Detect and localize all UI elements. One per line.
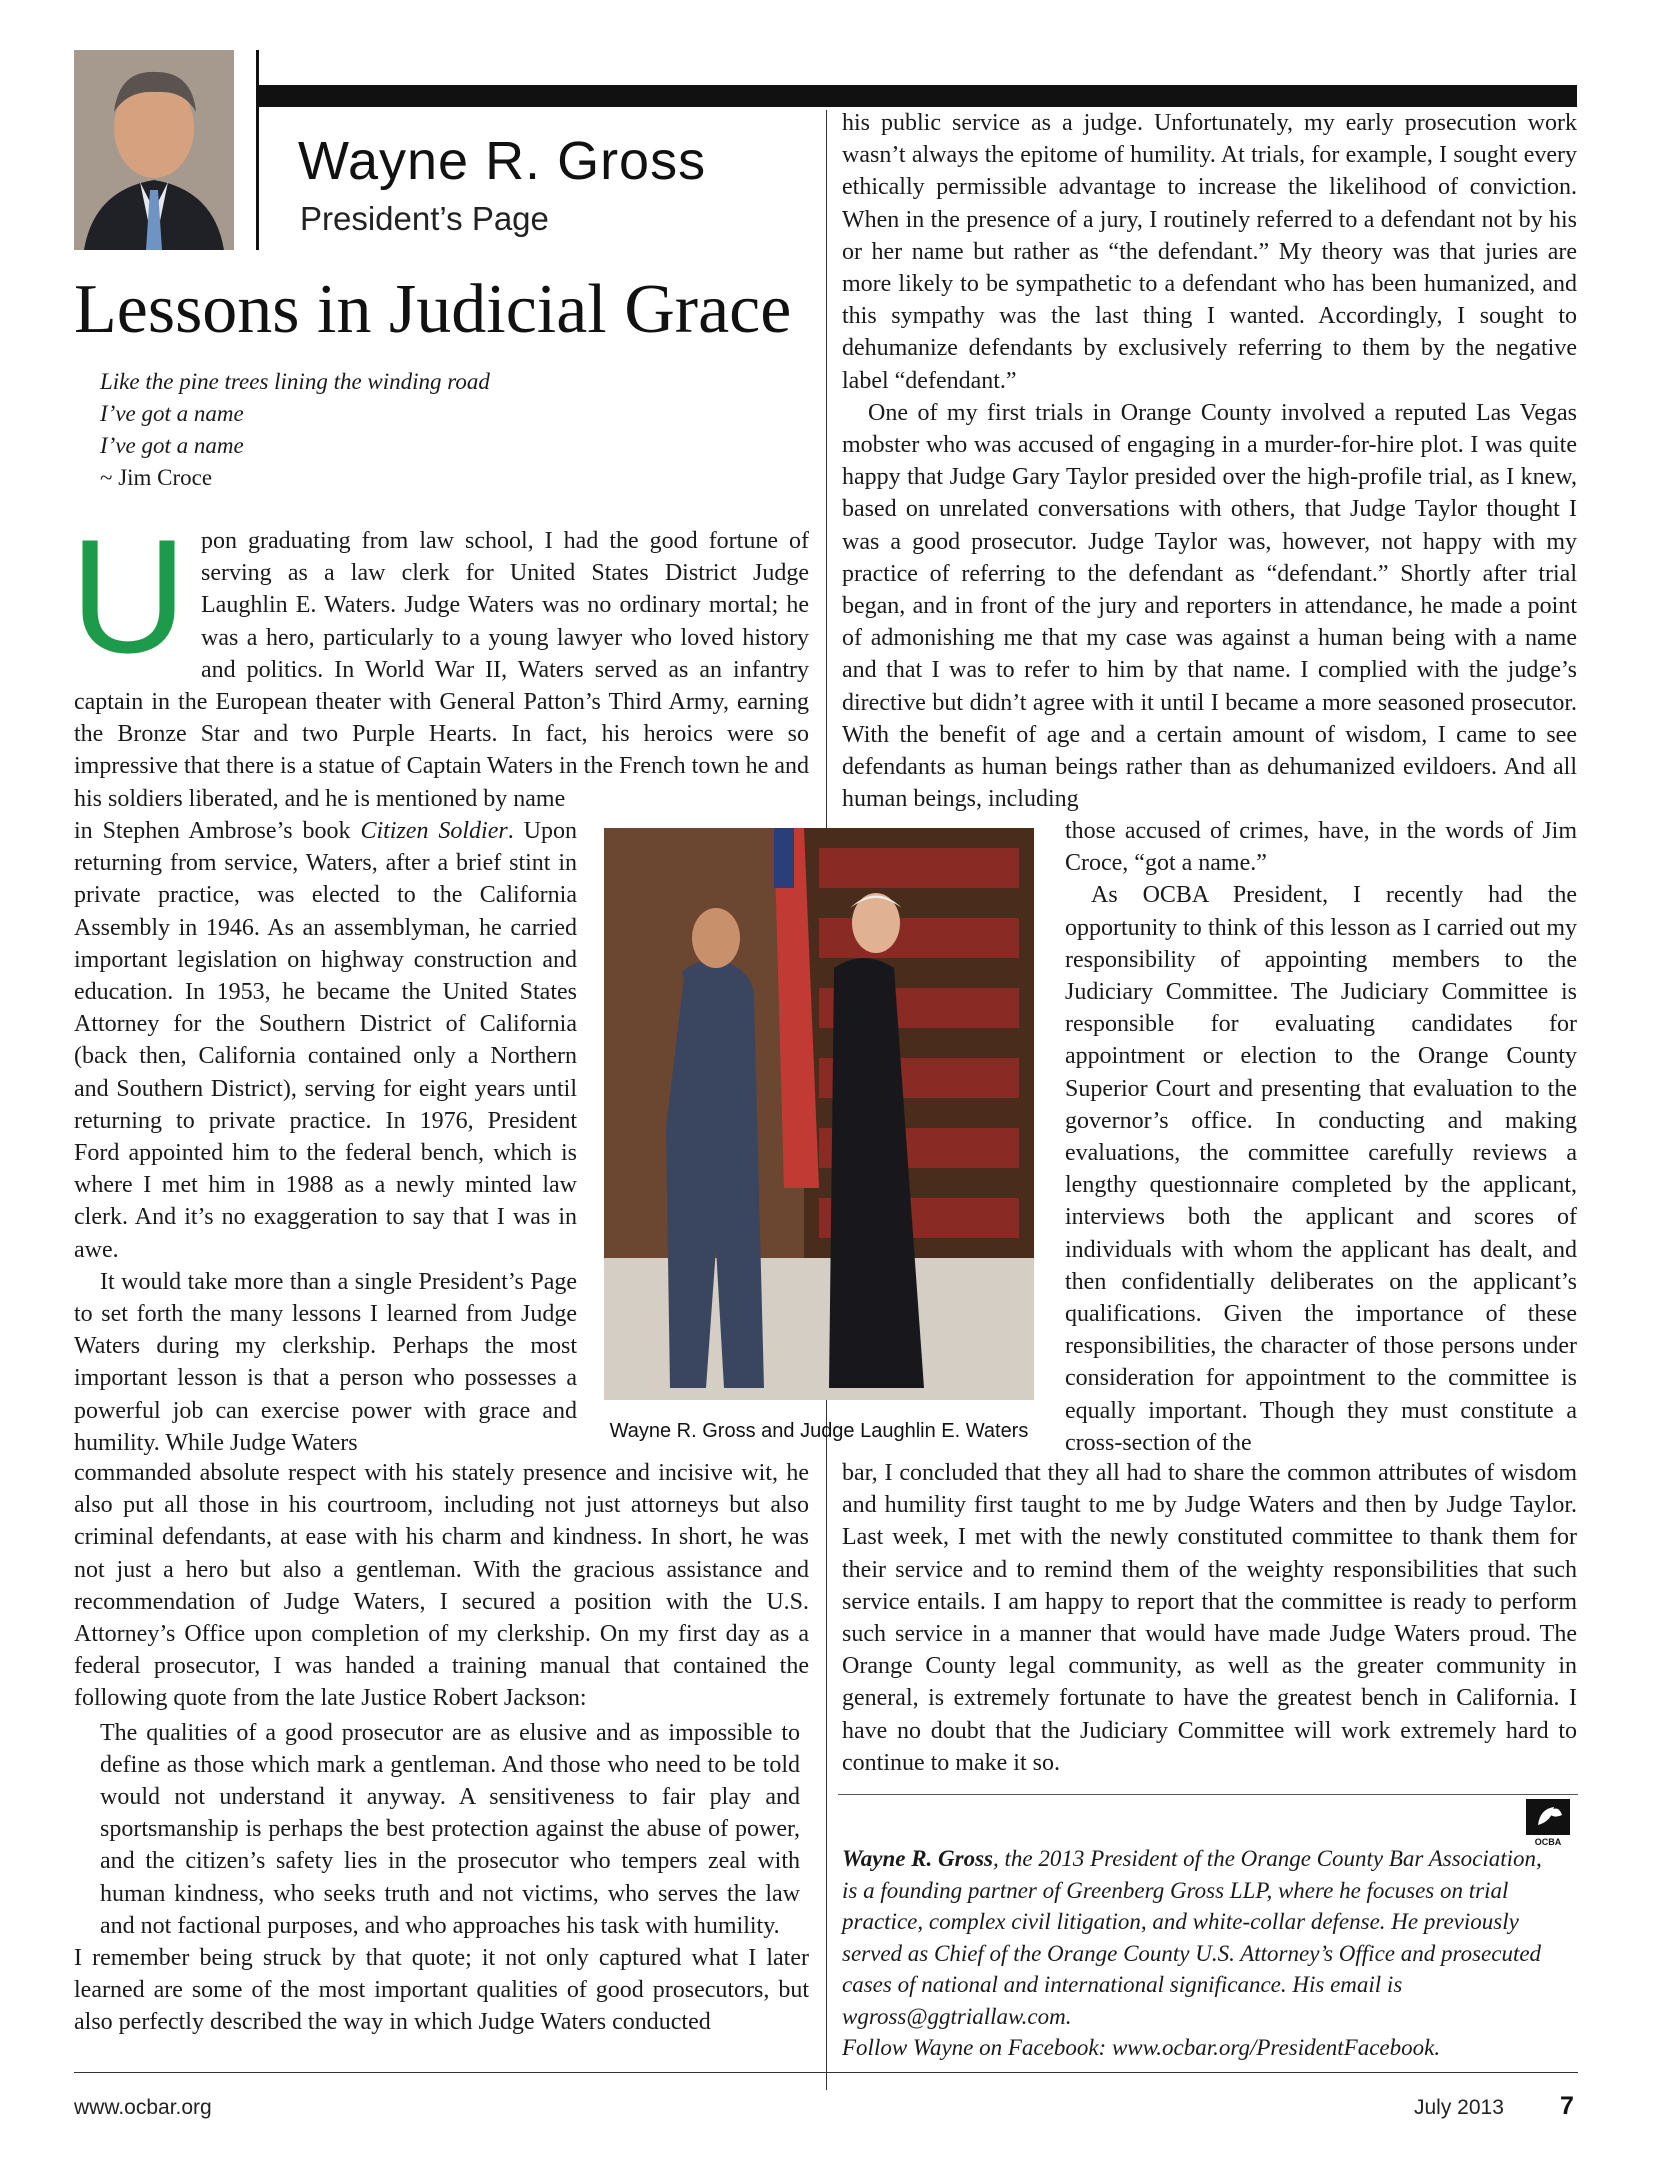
ocba-logo <box>1522 1795 1574 1847</box>
epigraph-line: I’ve got a name <box>100 433 244 458</box>
paragraph: One of my first trials in Orange County involved a reputed Las Vegas mobster who was accused of engaging in a murder-for-hire plot. I was quite happy that Judge Gary Taylor presided over the high-profile trial, as I knew, based on unrelated conversations with others, that Judge Taylor thought I was a good prosecutor. Judge Taylor was, however, not happy with my practice of referring to the defendant as “defendant.” Shortly after trial began, and in front of the jury and reporters in attendance, he made a point of admonishing me that my case was against a human being with a name and that I was to refer to him by that name. I complied with the judge’s directive but didn’t agree with it until I became a more seasoned prosecutor. With the benefit of age and a certain amount of wisdom, I came to see defendants as human beings rather than as dehumanized evildoers. And all human beings, including <box>842 399 1577 813</box>
bio-divider <box>838 1794 1578 1795</box>
paragraph: his public service as a judge. Unfortunately, my early prosecution work wasn’t always the epitome of humility. At trials, for example, I sought every ethically permissible advantage to increase the likelihood of conviction. When in the presence of a jury, I routinely referred to a defendant not by his or her name but rather as “the defendant.” My theory was that juries are more likely to be sympathetic to a defendant who has been humanized, and this sympathy was the last thing I wanted. Accordingly, I sought to dehumanize defendants by exclusively referring to them by the negative label “defendant.” <box>842 110 1577 394</box>
footer-issue: July 2013 <box>1414 2096 1504 2119</box>
author-headshot <box>74 50 234 250</box>
paragraph: It would take more than a single President’s Page to set forth the many lessons I learned from Judge Waters during my clerkship. Perhaps the most important lesson is that a person who possesses a powerful job can exercise power with grace and humility. While Judge Waters <box>74 1268 577 1456</box>
bio-name: Wayne R. Gross <box>842 1846 994 1871</box>
article-photo <box>604 828 1034 1400</box>
epigraph-attribution: ~ Jim Croce <box>100 465 213 490</box>
footer-url: www.ocbar.org <box>74 2096 212 2119</box>
ocba-logo-text: OCBA <box>1534 1837 1562 1847</box>
drop-cap: U <box>70 506 187 687</box>
section-name: President’s Page <box>300 200 549 237</box>
paragraph: pon graduating from law school, I had the good fortune of serving as a law clerk for United States District Judge Laughlin E. Waters. Judge Waters was no ordinary mortal; he was a hero, particularly to a young lawyer who loved history and politics. In World War II, Waters served as an infantry captain in the European theater with General Patton’s Third Army, earning the Bronze Star and two Purple Hearts. In fact, his heroics were so impressive that there is a statue of Captain Waters in the French town he and his soldiers liberated, and he is mentioned by name <box>74 528 809 812</box>
paragraph: commanded absolute respect with his stately presence and incisive wit, he also put all those in his courtroom, including not just attorneys but also criminal defendants, at ease with his charm and kindness. In short, he was not just a hero but also a gentleman. With the gracious assistance and recommendation of Judge Waters, I secured a position with the U.S. Attorney’s Office upon completion of my clerkship. On my first day as a federal prosecutor, I was handed a training manual that contained the following quote from the late Justice Robert Jackson: <box>74 1460 809 1712</box>
left-column-intro <box>70 506 809 815</box>
book-title: Citizen Soldier <box>360 818 508 844</box>
paragraph: I remember being struck by that quote; it not only captured what I later learned are some of the most important qualities of good prosecutors, but also perfectly described the way in which Judge Waters conducted <box>74 1945 809 2036</box>
header-bar <box>256 85 1577 107</box>
page-number: 7 <box>1560 2092 1574 2120</box>
paragraph-fragment: . Upon returning from service, Waters, after a brief stint in private practice, was elected to the California Assembly in 1946. As an assemblyman, he carried important legislation on highway construction and education. In 1953, he became the United States Attorney for the Southern District of California (back then, California contained only a Northern and Southern District), serving for eight years until returning to private practice. In 1976, President Ford appointed him to the federal bench, which is where I met him in 1988 as a newly minted law clerk. And it’s no exaggeration to say that I was in awe. <box>74 818 577 1263</box>
right-column-upper <box>842 107 1577 815</box>
epigraph-line: I’ve got a name <box>100 401 244 426</box>
left-column-narrow <box>74 815 577 1459</box>
right-column-lower <box>842 1457 1577 1779</box>
bio-text: , the 2013 President of the Orange County Bar Association, is a founding partner of Greenberg Gross LLP, where he focuses on trial practice, complex civil litigation, and white-collar defense. He previously served as Chief of the Orange County U.S. Attorney’s Office and prosecuted cases of national and international significance. His email is wgross@ggtriallaw.com. <box>842 1846 1542 2029</box>
left-column-lower <box>74 1457 809 2039</box>
article-title: Lessons in Judicial Grace <box>74 271 792 348</box>
paragraph: As OCBA President, I recently had the opportunity to think of this lesson as I carried out my responsibility of appointing members to the Judiciary Committee. The Judiciary Committee is responsible for evaluating candidates for appointment or election to the Orange County Superior Court and presenting that evaluation to the governor’s office. In conducting and making evaluations, the committee carefully reviews a lengthy questionnaire completed by the applicant, interviews both the applicant and scores of individuals with whom the applicant has dealt, and then confidentially deliberates on the applicant’s qualifications. Given the importance of these responsibilities, the character of those persons under consideration for appointment to the committee is equally important. Though they must constitute a cross-section of the <box>1065 882 1577 1456</box>
footer-rule <box>74 2072 1578 2073</box>
right-column-narrow <box>1065 815 1577 1459</box>
paragraph-fragment: in Stephen Ambrose’s book <box>74 818 351 844</box>
epigraph-line: Like the pine trees lining the winding road <box>100 369 490 394</box>
block-quote: The qualities of a good prosecutor are as elusive and as impossible to define as those which mark a gentleman. And those who need to be told would not understand it anyway. A sensitiveness to fair play and sportsmanship is perhaps the best protection against the abuse of power, and the citizen’s safety lies in the prosecutor who tempers zeal with human kindness, who seeks truth and not victims, who serves the law and not factional purposes, and who approaches his task with humility. <box>100 1719 800 1939</box>
photo-caption: Wayne R. Gross and Judge Laughlin E. Waters <box>609 1420 1029 1442</box>
paragraph: bar, I concluded that they all had to share the common attributes of wisdom and humility first taught to me by Judge Waters and then by Judge Taylor. Last week, I met with the newly constituted committee to thank them for their service and to remind them of the weighty responsibilities that such service entails. I am happy to report that the committee is ready to perform such service in a manner that would have made Judge Waters proud. The Orange County legal community, as well as the greater community in general, is extremely fortunate to have the greatest bench in California. I have no doubt that the Judiciary Committee will work extremely hard to continue to make it so. <box>842 1460 1577 1776</box>
author-name: Wayne R. Gross <box>298 131 707 191</box>
author-bio <box>842 1843 1542 2064</box>
bio-follow: Follow Wayne on Facebook: www.ocbar.org/PresidentFacebook. <box>842 2035 1441 2060</box>
header-divider-vertical <box>256 50 259 250</box>
paragraph: those accused of crimes, have, in the words of Jim Croce, “got a name.” <box>1065 818 1577 877</box>
